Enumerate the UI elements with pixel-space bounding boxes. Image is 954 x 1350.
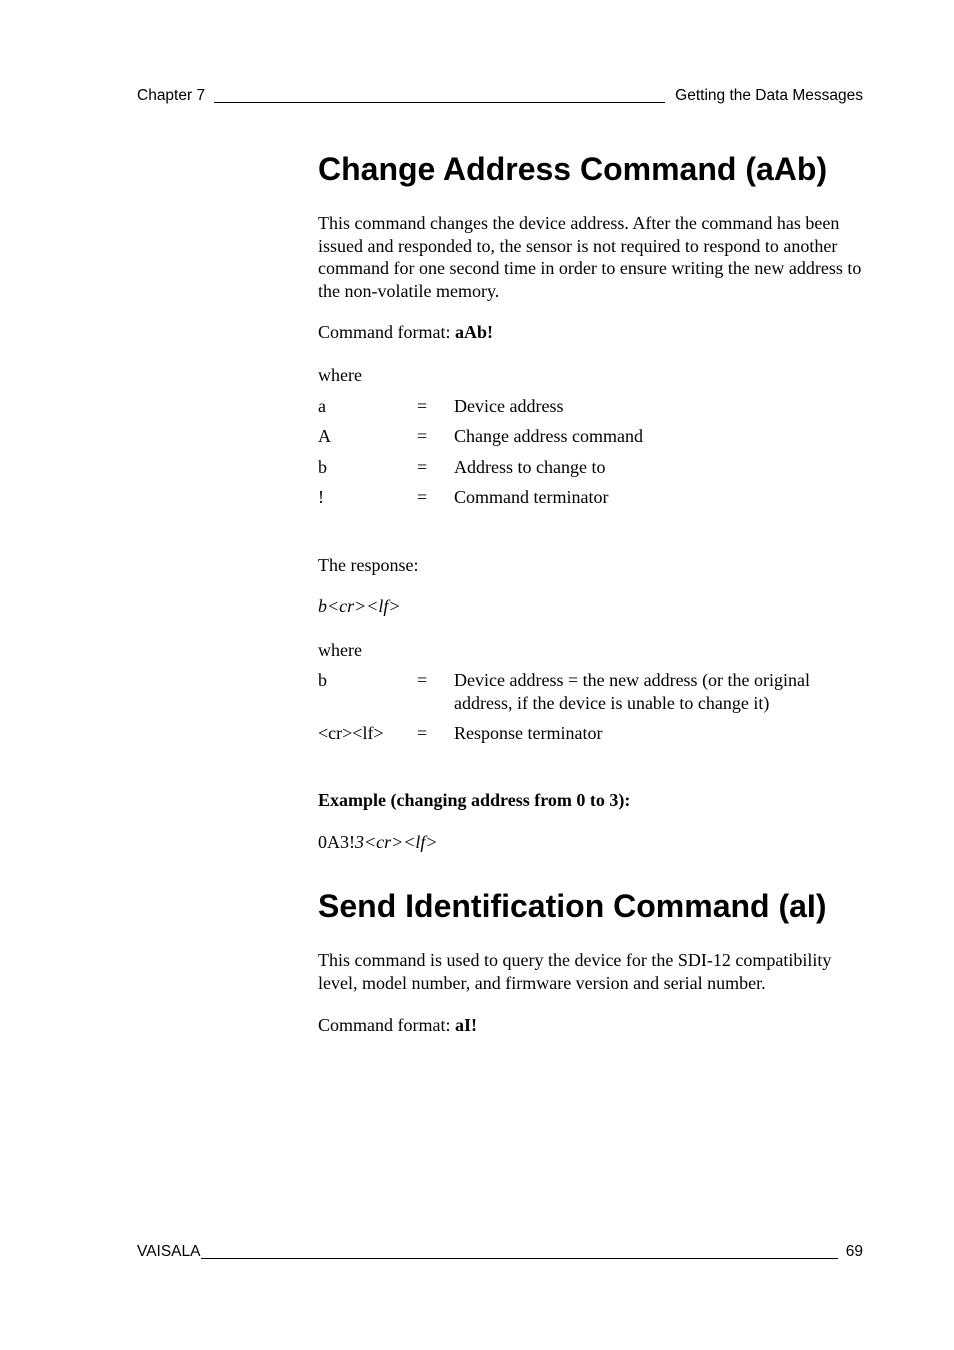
definition-equals: =	[417, 426, 428, 446]
definition-equals: =	[417, 457, 428, 477]
definition-desc: Command terminator	[454, 487, 609, 507]
send-identification-format	[318, 1014, 863, 1037]
section-title-send-identification: Send Identification Command (aI)	[318, 888, 827, 924]
definition-term: b	[318, 457, 327, 477]
definition-term: b	[318, 670, 327, 690]
where-label: where	[318, 640, 362, 660]
example-line	[318, 831, 863, 854]
response-label: The response:	[318, 555, 419, 575]
header-chapter: Chapter 7	[137, 87, 206, 104]
definition-equals: =	[417, 396, 428, 416]
send-identification-intro: This command is used to query the device for the SDI-12 compatibility level, model number, and firmware version and serial number.	[318, 950, 832, 993]
response-format: b<cr><lf>	[318, 596, 401, 616]
example-heading	[318, 789, 863, 812]
page-header	[137, 86, 863, 106]
definition-equals: =	[417, 723, 428, 743]
footer-rule	[201, 1258, 837, 1259]
definition-desc: Device address	[454, 396, 564, 416]
definition-desc: Address to change to	[454, 457, 606, 477]
format-value: aI!	[454, 1015, 477, 1035]
where-label: where	[318, 365, 362, 385]
definition-term: !	[318, 487, 324, 507]
change-address-intro: This command changes the device address. After the command has been issued and responded to, the sensor is not required to respond to another command for one second time in order to ensure writing the new address to the non-volatile memory.	[318, 213, 862, 301]
definition-term: A	[318, 426, 331, 446]
definition-equals: =	[417, 487, 428, 507]
change-address-format	[318, 321, 863, 344]
definition-equals: =	[417, 670, 428, 690]
format-label: Command format:	[318, 322, 451, 342]
footer-company: VAISALA	[137, 1243, 201, 1260]
definition-desc: Response terminator	[454, 723, 603, 743]
definition-desc: Change address command	[454, 426, 643, 446]
format-value: aAb!	[454, 322, 493, 342]
format-label: Command format:	[318, 1015, 451, 1035]
response-value	[318, 595, 863, 618]
example-command: 0A3!	[318, 832, 355, 852]
section-title-change-address: Change Address Command (aAb)	[318, 151, 828, 187]
header-rule	[214, 102, 665, 103]
example-heading-text: Example (changing address from 0 to 3):	[318, 790, 631, 810]
example-response: 3<cr><lf>	[355, 832, 438, 852]
definition-desc: Device address = the new address (or the original address, if the device is unable to change it)	[454, 670, 811, 713]
page-number: 69	[845, 1243, 863, 1260]
header-section-title: Getting the Data Messages	[675, 87, 863, 104]
definition-term: a	[318, 396, 326, 416]
definition-term: <cr><lf>	[318, 723, 384, 743]
page-footer	[137, 1242, 863, 1262]
